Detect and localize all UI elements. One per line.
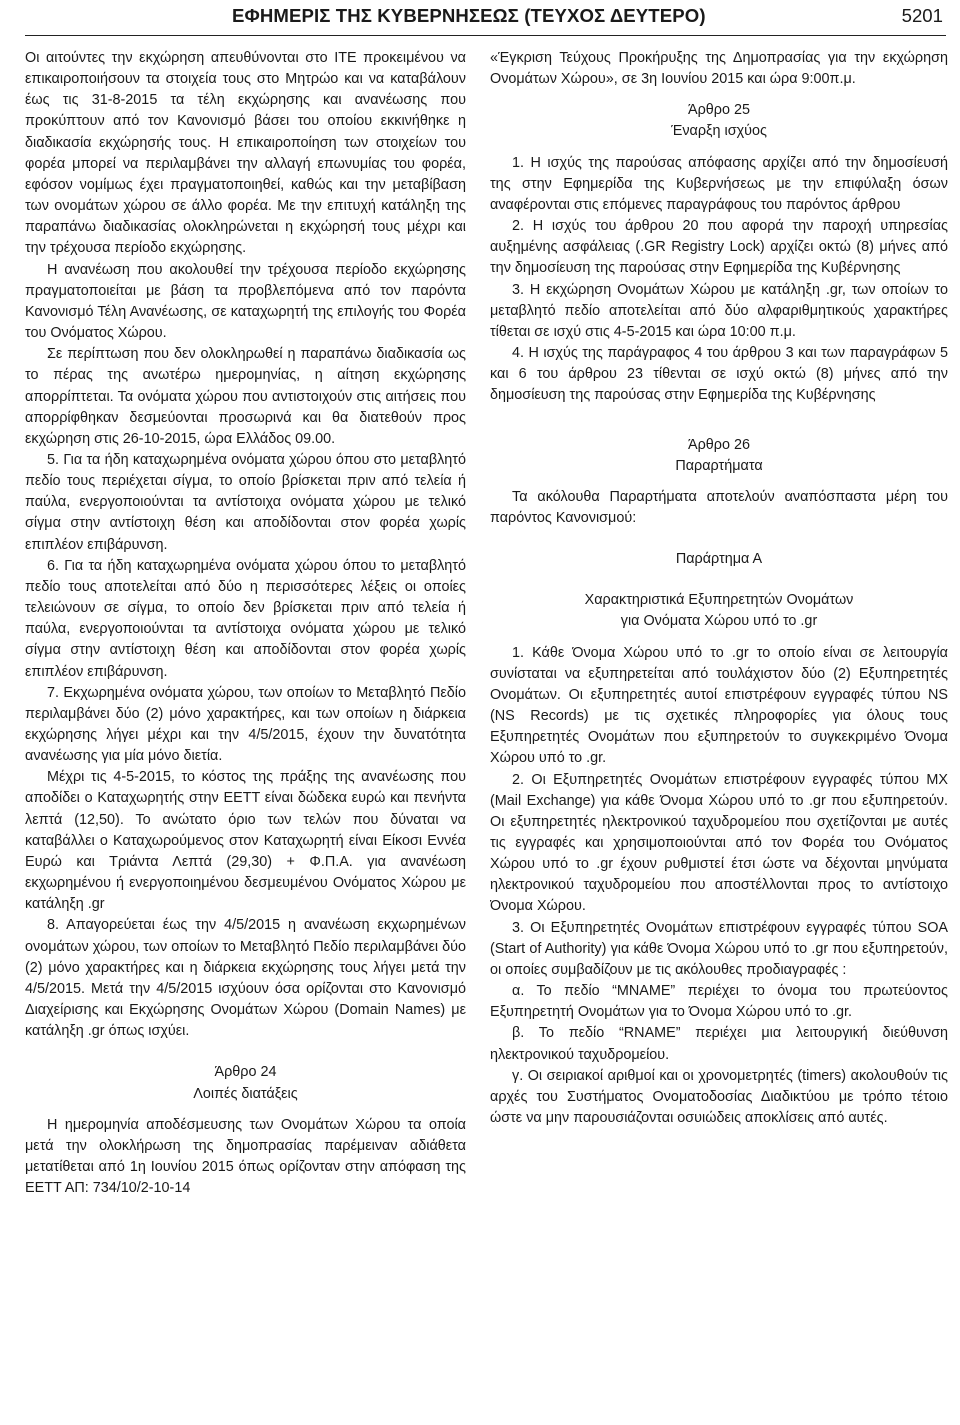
paragraph: 7. Εκχωρημένα ονόματα χώρου, των οποίων το Μεταβλητό Πεδίο περιλαμβάνει δύο (2) μόνο χαρακτήρες, και των οποίων η διάρκεια εκχώρησης λήγει μέχρι και την 4/5/2015, έχουν την δυνατότητα ανανέωσης για μία μόνο διετία. [25, 684, 466, 765]
paragraph: Οι αιτούντες την εκχώρηση απευθύνονται στο ΙΤΕ προκειμένου να επικαιροποιήσουν τα στοιχεία τους στο Μητρώο και να καταβάλουν έως τις 31-8-2015 τα τέλη εκχώρησης και ανανέωσης που προκύπτουν από τον Κανονισμό βάσει του οποίου εκκινήθηκε η διαδικασία εκχώρησής τους. Η επικαιροποίηση των στοιχείων του φορέα μπορεί να περιλαμβάνει την αλλαγή επωνυμίας του φορέα, εφόσον νομίμως έχει πραγματοποιηθεί, καθώς και την μεταβίβαση των ονομάτων χώρου σε άλλο φορέα. Με την επιτυχή κατάληξη της παραπάνω διαδικασίας ολοκληρώνεται η εκχώρησή τους μέχρι και την τρέχουσα περίοδο εκχώρησης. [25, 50, 466, 257]
paragraph: Σε περίπτωση που δεν ολοκληρωθεί η παραπάνω διαδικασία ως το πέρας της ανωτέρω ημερομηνίας, η αίτηση εκχώρησης απορρίπτεται. Τα ονόματα χώρου που αντιστοιχούν στις αιτήσεις που απορρίφθηκαν δεσμεύονται προσωρινά και θα διατεθούν προς εκχώρηση στις 26-10-2015, ώρα Ελλάδος 09.00. [25, 346, 466, 447]
right-column [490, 48, 948, 1425]
article-subheading: Παραρτήματα [675, 457, 763, 474]
annex-heading: Παράρτημα Α [675, 551, 763, 568]
article-heading: Άρθρο 24 [214, 1064, 277, 1081]
left-column [25, 48, 466, 1425]
paragraph: 5. Για τα ήδη καταχωρημένα ονόματα χώρου όπου στο μεταβλητό πεδίο τους περιέχεται σίγμα, το οποίο βρίσκεται πριν από τελεία ή παύλα, ενεργοποιούνται τα αντίστοιχα ονόματα χώρου με τελικό σίγμα στην αντίστοιχη θέση και αποδίδονται στον φορέα χωρίς επιπλέον επιβάρυνση. [25, 451, 466, 553]
page-header [25, 2, 946, 36]
paragraph: Η ημερομηνία αποδέσμευσης των Ονομάτων Χώρου τα οποία μετά την ολοκλήρωση της δημοπρασίας παρέμειναν αδιάθετα μετατίθεται από 1η Ιουνίου 2015 όπως ορίζονταν στην απόφαση της ΕΕΤΤ ΑΠ: 734/10/2-10-14 [25, 1116, 466, 1197]
paragraph: 2. Οι Εξυπηρετητές Ονομάτων επιστρέφουν εγγραφές τύπου MX (Mail Exchange) για κάθε Όνομα Χώρου υπό το .gr που εξυπηρετούν. Οι εξυπηρετητές ηλεκτρονικού ταχυδρομείου που σχετίζονται με αυτές τις εγγραφές και χρησιμοποιούνται από τον Φορέα του Ονόματος Χώρου υπό το .gr έχουν ρυθμιστεί έτσι ώστε να δέχονται μηνύματα ηλεκτρονικού ταχυδρομείου που αποστέλλονται προς το αντίστοιχο Όνομα Χώρου. [490, 771, 948, 915]
paragraph: Τα ακόλουθα Παραρτήματα αποτελούν αναπόσπαστα μέρη του παρόντος Κανονισμού: [490, 488, 948, 526]
paragraph: γ. Οι σειριακοί αριθμοί και οι χρονομετρητές (timers) ακολουθούν τις αρχές του Συστήματος Ονοματοδοσίας Διαδικτύου με τρόπο τέτοιο ώστε να μην παρουσιάζονται οσυιώδεις αποκλίσεις από αυτές. [490, 1067, 948, 1127]
paragraph: 3. Η εκχώρηση Ονομάτων Χώρου με κατάληξη .gr, των οποίων το μεταβλητό πεδίο αποτελείται από δύο αλφαριθμητικούς χαρακτήρες τίθεται σε ισχύ στις 4-5-2015 και ώρα 10:00 π.μ. [490, 281, 948, 340]
annex-subheading: Χαρακτηριστικά Εξυπηρετητών Ονομάτων [584, 592, 854, 609]
paragraph: Μέχρι τις 4-5-2015, το κόστος της πράξης της ανανέωσης που αποδίδει ο Καταχωρητής στην ΕΕΤΤ είναι δώδεκα ευρώ και πενήντα λεπτά (12,50). Το ανώτατο όριο των τελών που δύναται να καταβάλλει ο Καταχωρούμενος στον Καταχωρητή είναι Είκοσι Εννέα Ευρώ και Τριάντα Λεπτά (29,30) + Φ.Π.Α. για ανανέωση εκχωρημένου ή ενεργοποιημένου δεσμευμένου Ονόματος Χώρου με κατάληξη .gr [25, 769, 466, 913]
annex-subheading: για Ονόματα Χώρου υπό το .gr [620, 613, 818, 630]
page-number: 5201 [901, 5, 943, 26]
article-heading: Άρθρο 26 [688, 436, 750, 453]
paragraph: 6. Για τα ήδη καταχωρημένα ονόματα χώρου όπου το μεταβλητό πεδίο τους αποτελείται από δύο η περισσότερες λέξεις οι οποίες τελειώνουν σε σίγμα, το οποίο δεν βρίσκεται πριν από τελεία ή παύλα, ενεργοποιούνται τα αντίστοιχα ονόματα χώρου με τελικό σίγμα στην αντίστοιχη θέση και αποδίδονται στον φορέα χωρίς επιπλέον επιβάρυνση. [25, 557, 466, 680]
paragraph: β. Το πεδίο “RNAME” περιέχει μια λειτουργική διεύθυνση ηλεκτρονικού ταχυδρομείου. [490, 1025, 948, 1063]
paragraph: Η ανανέωση που ακολουθεί την τρέχουσα περίοδο εκχώρησης πραγματοποιείται με βάση τα προβλεπόμενα από τον παρόντα Κανονισμό Τέλη Ανανέωσης, σε καταχωρητή της επιλογής του Φορέα του Ονόματος Χώρου. [25, 261, 466, 342]
article-subheading: Λοιπές διατάξεις [193, 1085, 298, 1102]
article-heading: Άρθρο 25 [688, 102, 750, 119]
paragraph: 2. Η ισχύς του άρθρου 20 που αφορά την παροχή υπηρεσίας αυξημένης ασφάλειας (.GR Registry Lock) αρχίζει οκτώ (8) μήνες από την δημοσίευση της παρούσας στην Εφημερίδα της Κυβέρνησης [490, 218, 948, 277]
paragraph: «Έγκριση Τεύχους Προκήρυξης της Δημοπρασίας για την εκχώρηση Ονομάτων Χώρου», σε 3η Ιουνίου 2015 και ώρα 9:00π.μ. [490, 50, 948, 88]
paragraph: 3. Οι Εξυπηρετητές Ονομάτων επιστρέφουν εγγραφές τύπου SOA (Start of Authority) για κάθε Όνομα Χώρου υπό το .gr που εξυπηρετούν, οι οποίες συμβαδίζουν με τις ακόλουθες προδιαγραφές : [490, 919, 948, 978]
article-subheading: Έναρξη ισχύος [671, 123, 767, 140]
paragraph: 1. Κάθε Όνομα Χώρου υπό το .gr το οποίο είναι σε λειτουργία συνίσταται να εξυπηρετείται από τουλάχιστον δύο (2) Εξυπηρετητές Ονομάτων. Οι εξυπηρετητές αυτοί επιστρέφουν εγγραφές τύπου NS (NS Records) με τις σχετικές πληροφορίες για όλους τους Εξυπηρετητές Ονομάτων που εξυπηρετούν το συγκεκριμένο Όνομα Χώρου υπό το .gr. [490, 644, 948, 767]
gazette-title: ΕΦΗΜΕΡΙΣ ΤΗΣ ΚΥΒΕΡΝΗΣΕΩΣ (ΤΕΥΧΟΣ ΔΕΥΤΕΡΟ) [232, 5, 706, 26]
paragraph: α. Το πεδίο “MNAME” περιέχει το όνομα του πρωτεύοντος Εξυπηρετητή Ονομάτων για το Όνομα Χώρου υπό το .gr. [490, 983, 948, 1021]
paragraph: 1. Η ισχύς της παρούσας απόφασης αρχίζει από την δημοσίευσή της στην Εφημερίδα της Κυβερνήσεως με την επιφύλαξη όσων αναφέρονται στις επόμενες παραγράφους του παρόντος άρθρου [490, 154, 948, 213]
paragraph: 4. Η ισχύς της παράγραφος 4 του άρθρου 3 και των παραγράφων 5 και 6 του άρθρου 23 τίθενται σε ισχύ οκτώ (8) μήνες από την δημοσίευση της παρούσας στην Εφημερίδα της Κυβέρνησης [490, 345, 948, 404]
paragraph: 8. Απαγορεύεται έως την 4/5/2015 η ανανέωση εκχωρημένων ονομάτων χώρου, των οποίων το Μεταβλητό Πεδίο περιλαμβάνει δύο (2) μόνο χαρακτήρες και η διάρκεια εκχώρησης τους λήγει μετά την 4/5/2015. Μετά την 4/5/2015 ισχύουν όσα ορίζονται στο Κανονισμό Διαχείρισης και Εκχώρησης Ονομάτων Χώρου (Domain Names) με κατάληξη .gr όπως ισχύει. [25, 917, 466, 1040]
